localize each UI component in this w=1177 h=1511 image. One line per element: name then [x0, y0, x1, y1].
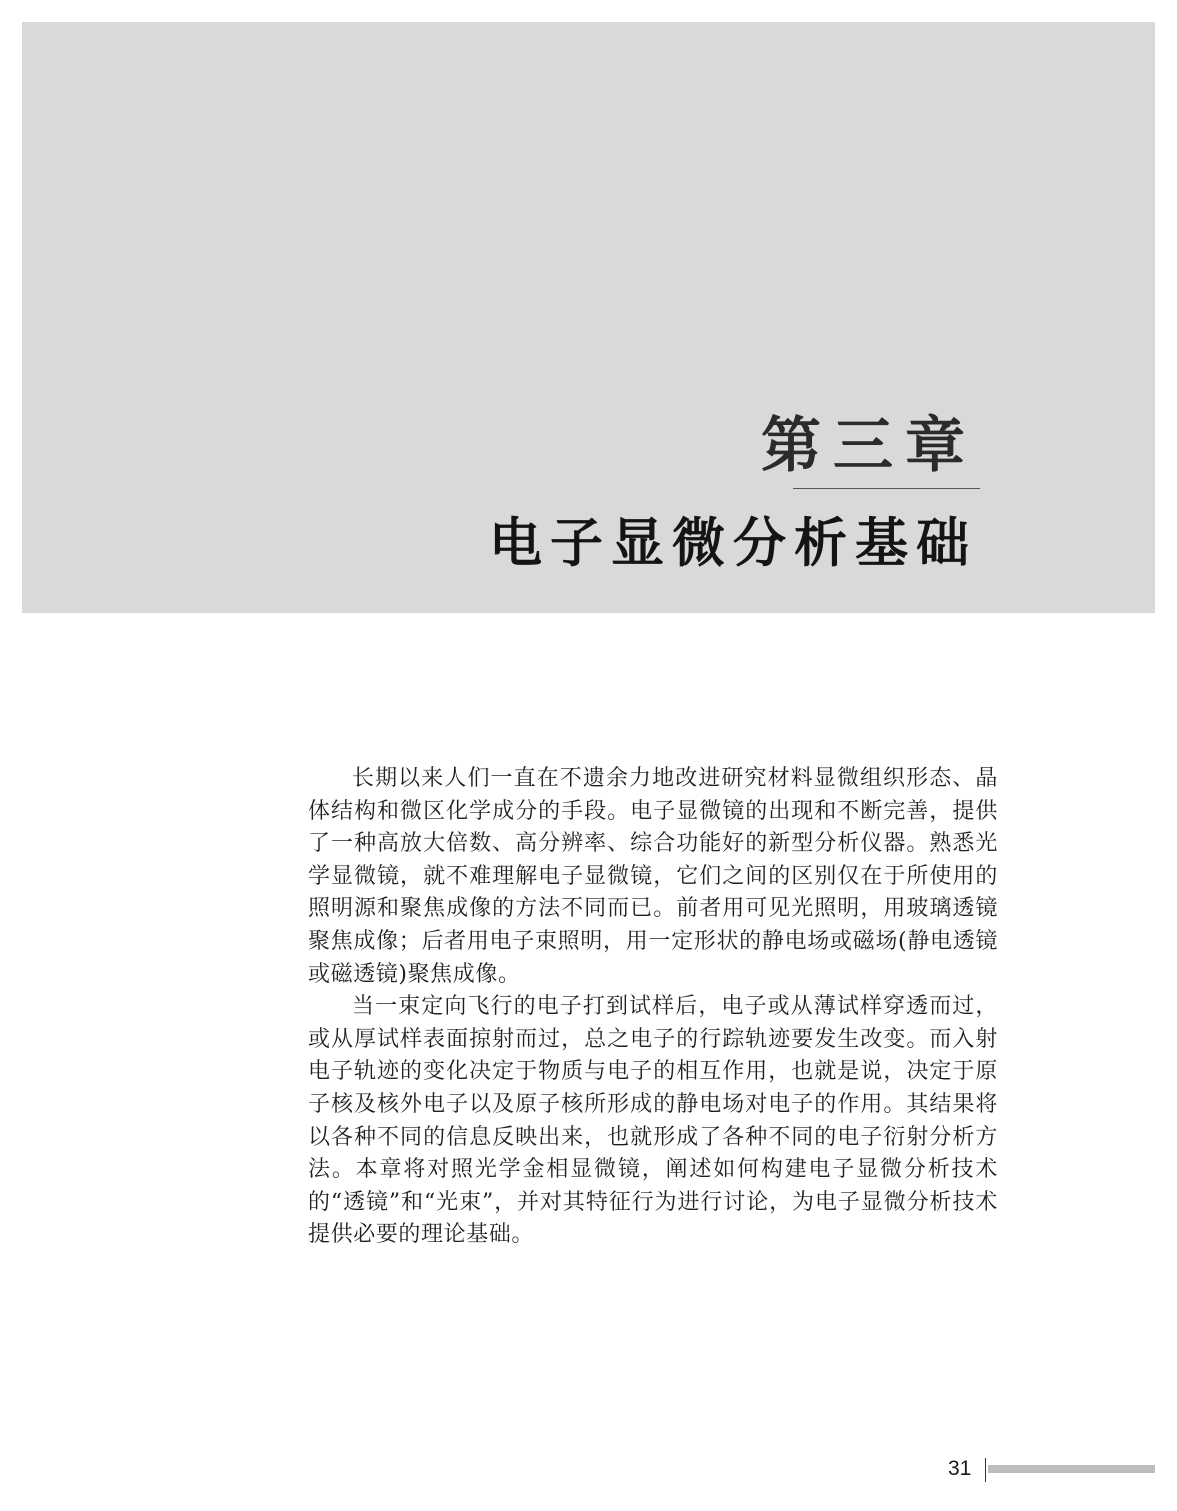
paragraph-2: 当一束定向飞行的电子打到试样后，电子或从薄试样穿透而过，或从厚试样表面掠射而过，总之电子的行踪轨迹要发生改变。而入射电子轨迹的变化决定于物质与电子的相互作用，也就是说，决定于原子核及核外电子以及原子核所形成的静电场对电子的作用。其结果将以各种不同的信息反映出来，也就形成了各种不同的电子衍射分析方法。本章将对照光学金相显微镜，阐述如何构建电子显微分析技术的“透镜”和“光束”，并对其特征行为进行讨论，为电子显微分析技术提供必要的理论基础。 [308, 994, 998, 1248]
chapter-title: 电子显微分析基础 [489, 513, 977, 574]
chapter-number: 第三章 [761, 411, 977, 481]
chapter-divider [793, 488, 980, 489]
paragraph-1: 长期以来人们一直在不遗余力地改进研究材料显微组织形态、晶体结构和微区化学成分的手段。电子显微镜的出现和不断完善，提供了一种高放大倍数、高分辨率、综合功能好的新型分析仪器。熟悉光学显微镜，就不难理解电子显微镜，它们之间的区别仅在于所使用的照明源和聚焦成像的方法不同而已。前者用可见光照明，用玻璃透镜聚焦成像；后者用电子束照明，用一定形状的静电场或磁场(静电透镜或磁透镜)聚焦成像。 [308, 766, 998, 987]
footer-bar [988, 1465, 1155, 1473]
footer-divider [985, 1458, 986, 1482]
page-number: 31 [948, 1457, 972, 1480]
page-footer [940, 1456, 1155, 1482]
body-text [308, 763, 998, 1252]
